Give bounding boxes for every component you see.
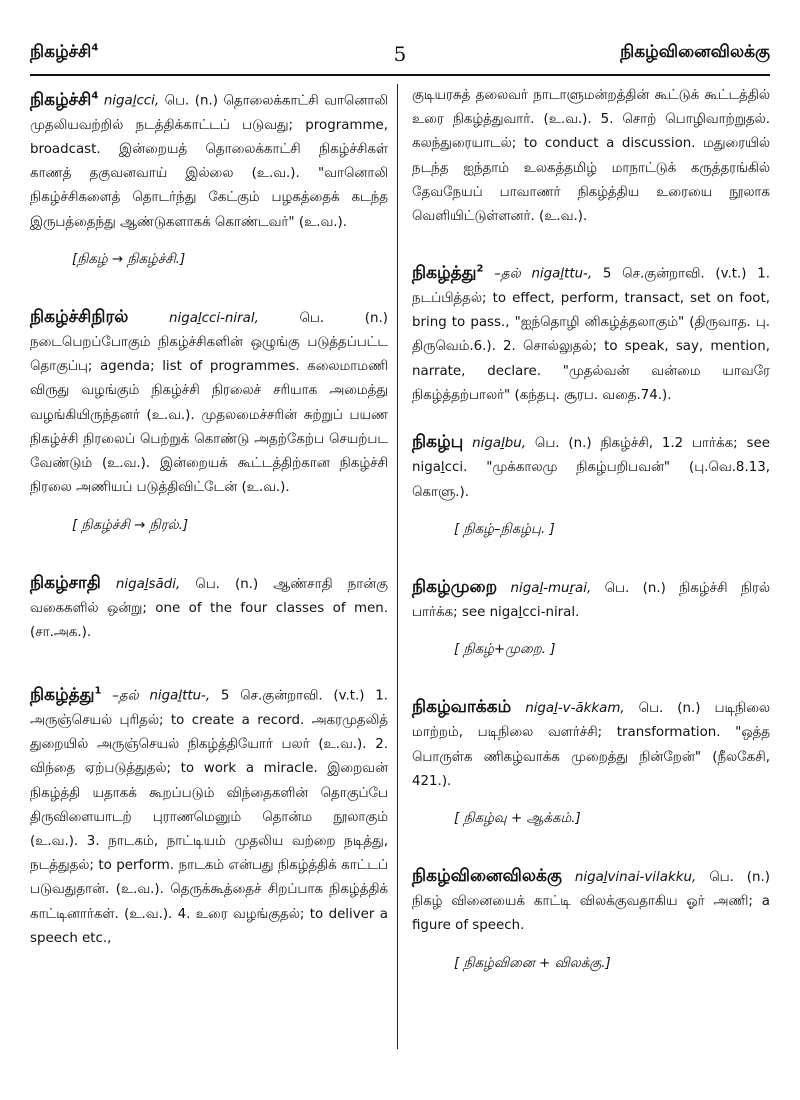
- dictionary-entry: [412, 430, 770, 505]
- column-divider: [397, 84, 398, 1049]
- page-header: [30, 38, 770, 76]
- entry-etymology: [ நிகழ்+முறை. ]: [454, 642, 556, 658]
- entry-definition: 5 செ.குன்றாவி. (v.t.) 1. நடப்பித்தல்; to effect, perform, transact, set on foot, bring to pass., "ஐந்தொழி னிகழ்த்தலாகும்" (திருவாத. பு. திருவெம்.6.). 2. சொல்லுதல்; to speak, say, mention, narrate, declare. "முதல்வன் வன்மை யாவரே நிகழ்த்தற்பாலர்" (கந்தபு. சூரப. வதை.74.).: [412, 266, 771, 403]
- dictionary-entry: [30, 571, 388, 646]
- entry-headword: நிகழ்ச்சி$^4$: [30, 89, 99, 110]
- dictionary-entry: [412, 575, 770, 625]
- dictionary-entry: [30, 305, 388, 501]
- entry-etymology: [ நிகழ்ச்சி → நிரல்.]: [72, 517, 189, 533]
- dictionary-entry: [30, 84, 388, 235]
- entry-definition: பெ. (n.) நிகழ் வினையைக் காட்டி விலக்குவதாகிய ஓர் அணி; a figure of speech.: [412, 869, 770, 934]
- entry-transliteration: nigaḻsādi,: [115, 576, 181, 592]
- dictionary-entry: [412, 864, 770, 939]
- entry-definition: பெ. (n.) நிகழ்ச்சி, 1.2 பார்க்க; see nigaḻcci. "முக்காலமு நிகழ்பறிபவன்" (பு.வெ.8.13, கொளு.).: [412, 436, 770, 500]
- entry-transliteration: –தல் nigaḻttu-,: [494, 266, 593, 282]
- entry-definition: பெ. (n.) தொலைக்காட்சி வானொலி முதலியவற்றில் நடத்திக்காட்டப் படுவது; programme, broadcast. இன்றையத் தொலைக்காட்சி நிகழ்ச்சிகள் காணத் தகுவனவாய் இல்லை (உ.வ.). "வானொலி நிகழ்ச்சிகளைத் தொடர்ந்து கேட்கும் பழகத்தைக் கடந்த இருபத்தைந்து ஆண்டுகளாகக் கொண்டவர்" (உ.வ.).: [30, 93, 388, 230]
- entry-headword: நிகழ்வாக்கம்: [412, 697, 512, 718]
- entry-transliteration: nigaḻ-v-ākkam,: [525, 701, 625, 717]
- entry-definition: பெ. (n.) நடைபெறப்போகும் நிகழ்ச்சிகளின் ஒழுங்கு படுத்தப்பட்ட தொகுப்பு; agenda; list of programmes. கலைமாமணி விருது வழங்கும் நிகழ்ச்சி நிரலைச் சரியாக அமைத்து வழங்கியிருந்தனர் (உ.வ.). முதலமைச்சரின் சுற்றுப் பயண நிகழ்ச்சி நிரலைப் பெற்றுக் கொண்டு அதற்கேற்ப செயற்பட வேண்டும் (உ.வ.). இன்றையக் கூட்டத்திற்கான நிகழ்ச்சி நிரலை அணியப் படுத்திவிட்டேன் (உ.வ.).: [30, 310, 388, 496]
- entry-headword: நிகழ்வினைவிலக்கு: [412, 865, 562, 886]
- entry-etymology: [ நிகழ்–நிகழ்பு. ]: [454, 521, 555, 537]
- entry-transliteration: nigaḻbu,: [472, 436, 527, 452]
- entry-transliteration: nigaḻcci,: [103, 93, 160, 109]
- right-running-headword: நிகழ்வினைவிலக்கு: [620, 42, 770, 62]
- entry-headword: நிகழ்த்து$^1$: [30, 684, 102, 705]
- left-column: [30, 84, 388, 957]
- dictionary-entry: [412, 695, 770, 794]
- dictionary-entry: [30, 679, 388, 951]
- entry-definition: பெ. (n.) நிகழ்ச்சி நிரல் பார்க்க; see nigaḻcci-niral.: [412, 580, 770, 620]
- entry-transliteration: nigaḻcci-niral,: [169, 310, 259, 326]
- dictionary-entry: [412, 257, 770, 408]
- entry-definition: பெ. (n.) ஆண்சாதி நான்கு வகைகளில் ஒன்று; one of the four classes of men. (சா.அக.).: [30, 576, 389, 640]
- entry-definition: 5 செ.குன்றாவி. (v.t.) 1. அருஞ்செயல் புரிதல்; to create a record. அகரமுதலித் துறையில் அருஞ்செயல் நிகழ்த்தியோர் பலர் (உ.வ.). 2. விந்தை ஏற்படுத்துதல்; to work a miracle. இறைவன் நிகழ்த்தி யதாகக் கூறப்படும் விந்தைகளின் தொகுப்பே திருவிளையாடற் புராணமெனும் தொன்ம நூலாகும் (உ.வ.). 3. நாடகம், நாட்டியம் முதலிய வற்றை நடித்து, நடத்துதல்; to perform. நாடகம் என்பது நிகழ்த்திக் காட்டப் படுவதுதான். (உ.வ.). தெருக்கூத்தைச் சிறப்பாக நிகழ்த்திக் காட்டினார்கள். (உ.வ.). 4. உரை வழங்குதல்; to deliver a speech etc.,: [30, 688, 389, 946]
- entry-headword: நிகழ்சாதி: [30, 572, 101, 593]
- entry-transliteration: nigaḻvinai-vilakku,: [574, 869, 697, 885]
- page-number: 5: [393, 42, 407, 66]
- entry-headword: நிகழ்பு: [412, 432, 464, 453]
- entry-definition: பெ. (n.) படிநிலை மாற்றம், படிநிலை வளர்ச்சி; transformation. "ஒத்த பொருள்க ணிகழ்வாக்க முறைத்து நின்றேன்" (நீலகேசி, 421.).: [412, 701, 770, 789]
- entry-headword: நிகழ்முறை: [412, 576, 498, 597]
- entry-continuation: குடியரசுத் தலைவர் நாடாளுமன்றத்தின் கூட்டுக் கூட்டத்தில் உரை நிகழ்த்துவார். (உ.வ.). 5. சொற் பொழிவாற்றுதல். கலந்துரையாடல்; to conduct a discussion. மதுரையில் நடந்த ஐந்தாம் உலகத்தமிழ் மாநாட்டுக் கருத்தரங்கில் தேவநேயப் பாவாணர் நிகழ்த்திய உரையை நூலாக வெளியிட்டுள்ளனர். (உ.வ.).: [412, 88, 770, 225]
- entry-etymology: [ நிகழ்வினை + விலக்கு.]: [454, 955, 611, 971]
- entry-headword: நிகழ்த்து$^2$: [412, 262, 484, 283]
- entry-transliteration: nigaḻ-muṟai,: [510, 580, 592, 596]
- entry-etymology: [ நிகழ்வு + ஆக்கம்.]: [454, 810, 581, 826]
- entry-transliteration: –தல் nigaḻttu-,: [112, 688, 211, 704]
- right-column: [412, 84, 770, 1009]
- entry-headword: நிகழ்ச்சிநிரல்: [30, 306, 129, 327]
- left-running-headword: நிகழ்ச்சி$^4$: [30, 42, 99, 62]
- entry-etymology: [நிகழ் → நிகழ்ச்சி.]: [72, 251, 186, 267]
